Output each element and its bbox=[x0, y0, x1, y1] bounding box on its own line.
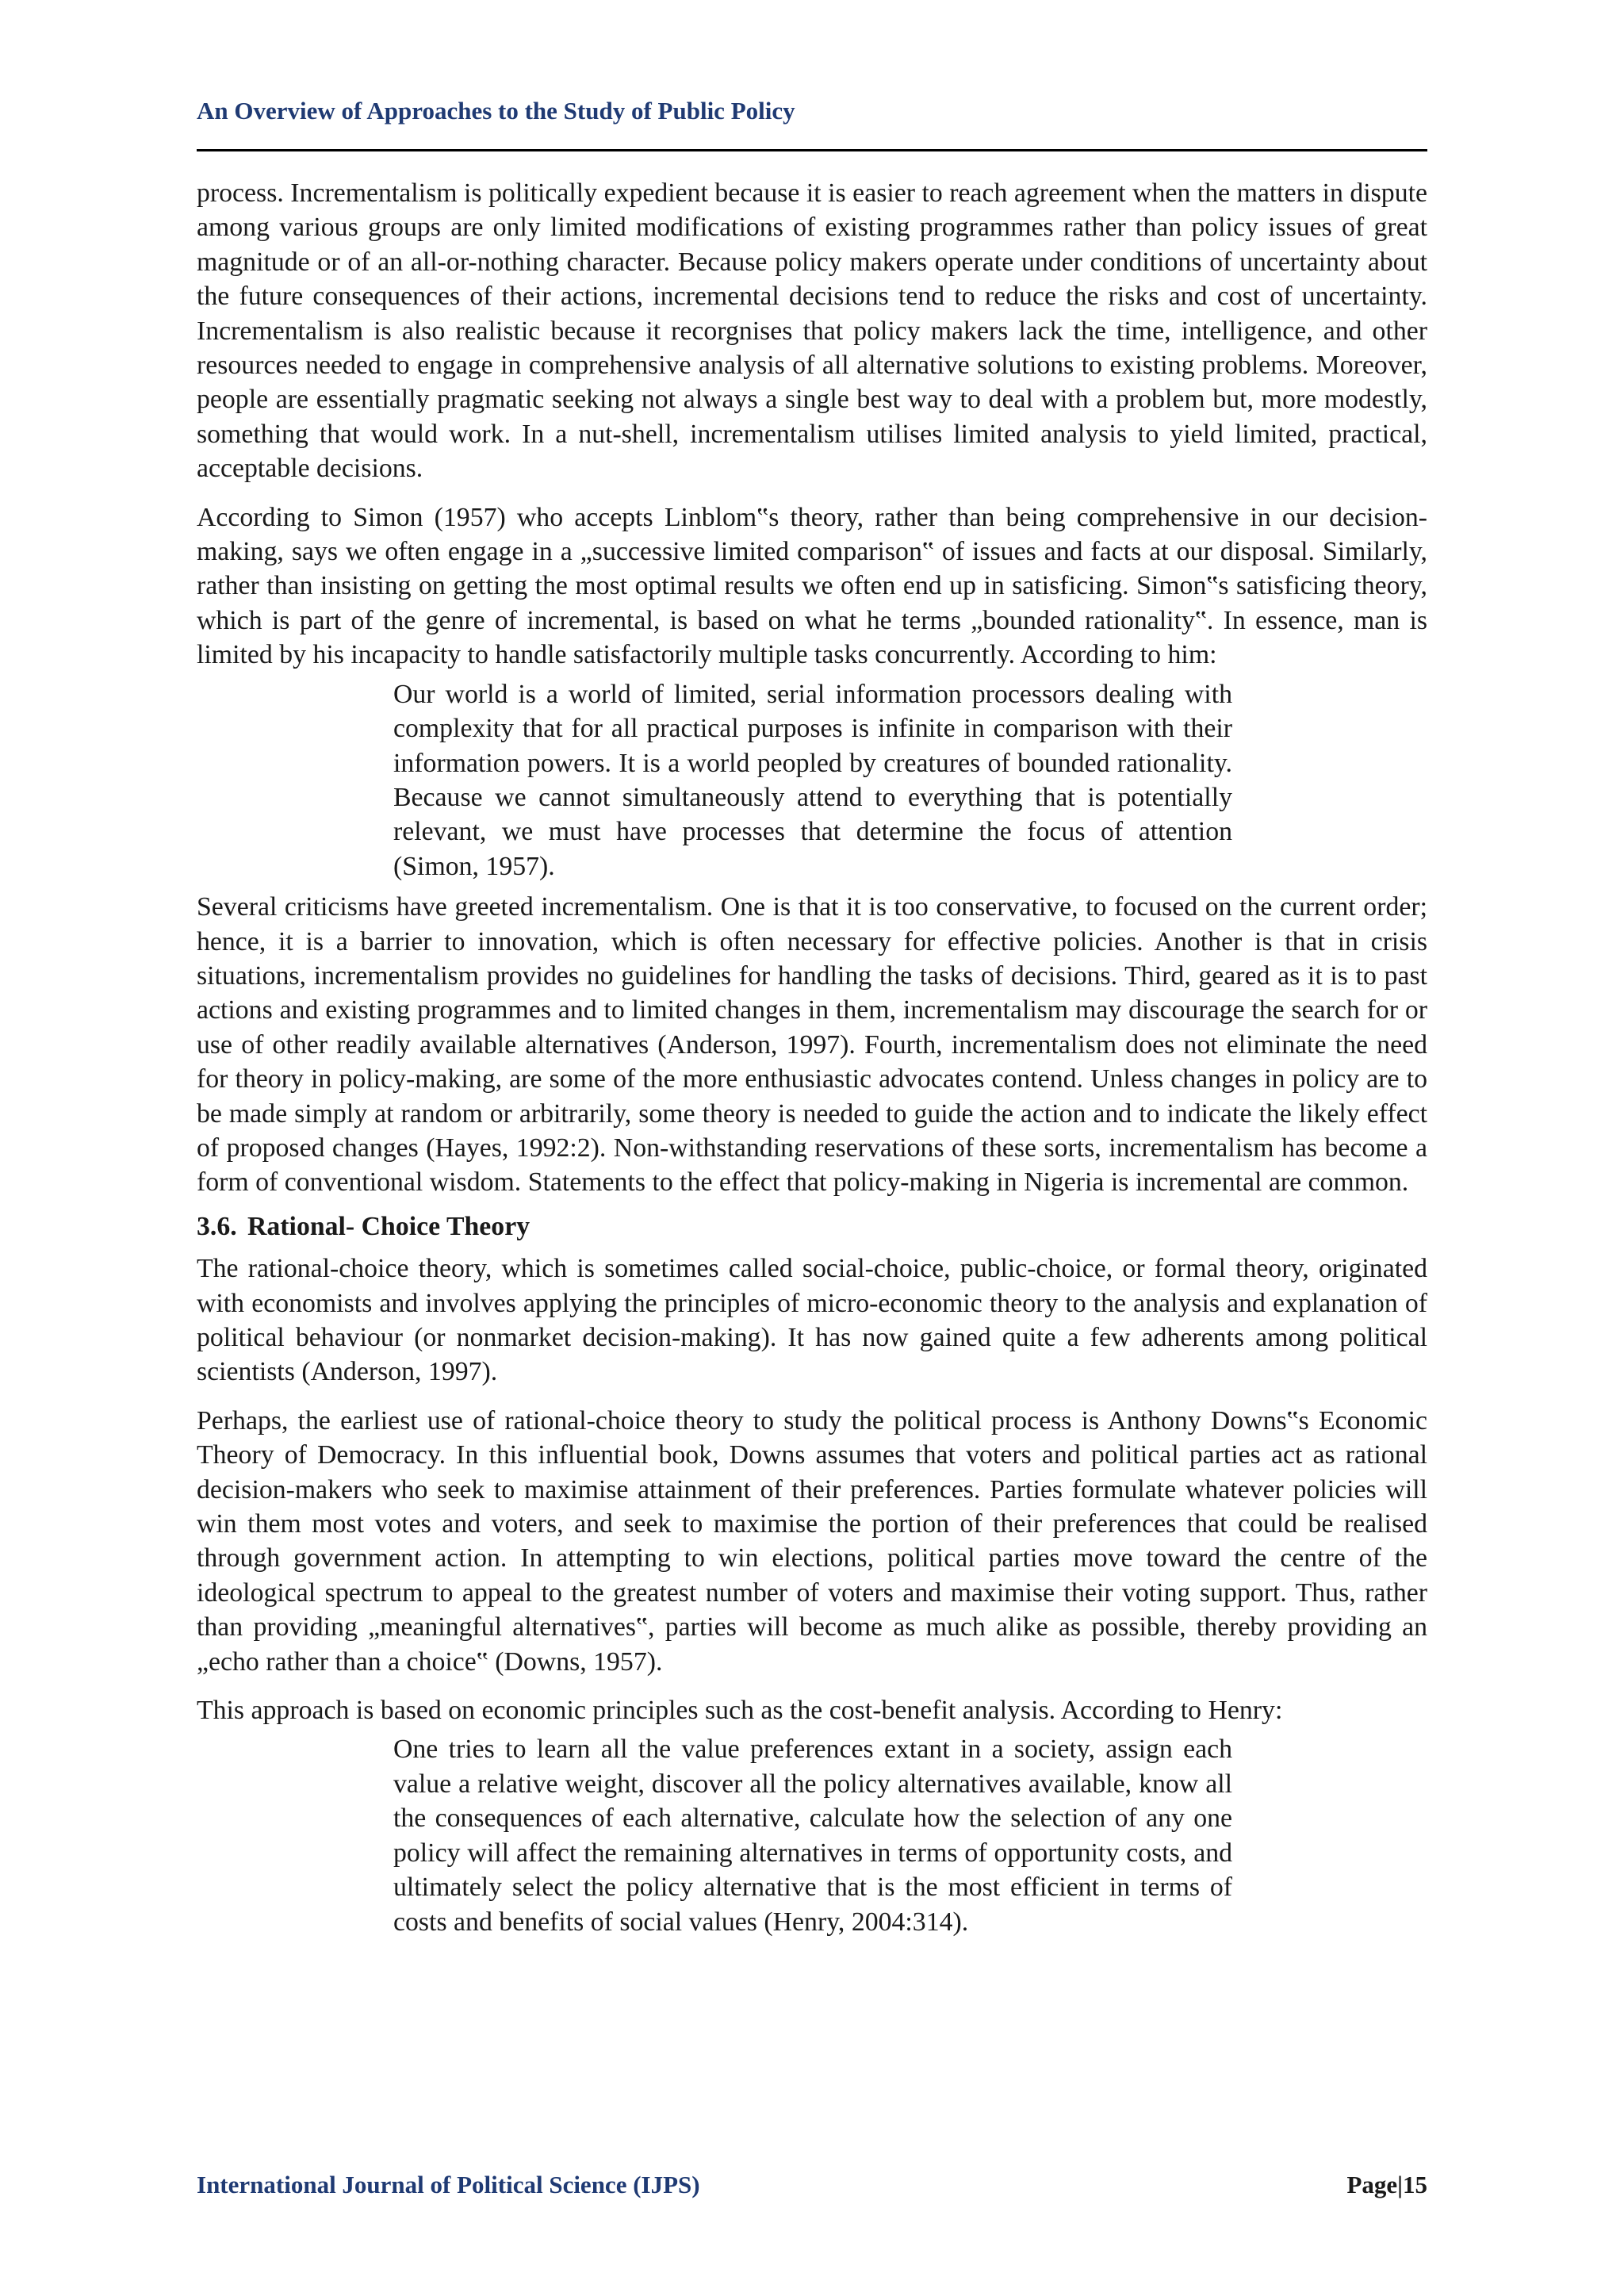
page-footer bbox=[197, 2171, 1427, 2199]
section-title: Rational- Choice Theory bbox=[247, 1211, 530, 1241]
block-quote-simon: Our world is a world of limited, serial information processors dealing with complexity that for all practical purposes is infinite in comparison with their information powers. It is a world peopled by creatures of bounded rationality. Because we cannot simultaneously attend to everything that is potentially relevant, we must have processes that determine the focus of attention (Simon, 1957). bbox=[393, 679, 1232, 881]
paragraph-3: Several criticisms have greeted incrementalism. One is that it is too conservative, to focused on the current order; hence, it is a barrier to innovation, which is often necessary for effective policies. Another is that in crisis situations, incrementalism provides no guidelines for handling the tasks of decisions. Third, geared as it is to past actions and existing programmes and to limited changes in them, incrementalism may discourage the search for or use of other readily available alternatives (Anderson, 1997). Fourth, incrementalism does not eliminate the need for theory in policy-making, are some of the more enthusiastic advocates contend. Unless changes in policy are to be made simply at random or arbitrarily, some theory is needed to guide the action and to indicate the likely effect of proposed changes (Hayes, 1992:2). Non-withstanding reservations of these sorts, incrementalism has become a form of conventional wisdom. Statements to the effect that policy-making in Nigeria is incremental are common. bbox=[197, 892, 1427, 1198]
block-quote-henry: One tries to learn all the value preferences extant in a society, assign each value a relative weight, discover all the policy alternatives available, know all the consequences of each alternative, calculate how the selection of any one policy will affect the remaining alternatives in terms of opportunity costs, and ultimately select the policy alternative that is the most efficient in terms of costs and benefits of social values (Henry, 2004:314). bbox=[393, 1734, 1232, 1937]
section-number: 3.6. bbox=[197, 1211, 237, 1241]
journal-name: International Journal of Political Science (IJPS) bbox=[197, 2171, 700, 2198]
paragraph-4: The rational-choice theory, which is sometimes called social-choice, public-choice, or formal theory, originated with economists and involves applying the principles of micro-economic theory to the analysis and explanation of political behaviour (or nonmarket decision-making). It has now gained quite a few adherents among political scientists (Anderson, 1997). bbox=[197, 1254, 1427, 1387]
section-heading bbox=[197, 1209, 1427, 1244]
running-title: An Overview of Approaches to the Study of Public Policy bbox=[197, 97, 795, 125]
paragraph-5: Perhaps, the earliest use of rational-choice theory to study the political process is Anthony Downs‟s Economic Theory of Democracy. In this influential book, Downs assumes that voters and political parties act as rational decision-makers who seek to maximise attainment of their preferences. Parties formulate whatever policies will win them most votes and voters, and seek to maximise the portion of their preferences that could be realised through government action. In attempting to win elections, political parties move toward the centre of the ideological spectrum to appeal to the greatest number of voters and maximise their voting support. Thus, rather than providing „meaningful alternatives‟, parties will become as much alike as possible, thereby providing an „echo rather than a choice‟ (Downs, 1957). bbox=[197, 1405, 1427, 1677]
page-number: Page|15 bbox=[1346, 2171, 1427, 2198]
paragraph-6: This approach is based on economic principles such as the cost-benefit analysis. According to Henry: bbox=[197, 1696, 1283, 1726]
paragraph-1: process. Incrementalism is politically expedient because it is easier to reach agreement when the matters in dispute among various groups are only limited modifications of existing programmes rather than policy issues of great magnitude or of an all-or-nothing character. Because policy makers operate under conditions of uncertainty about the future consequences of their actions, incremental decisions tend to reduce the risks and cost of uncertainty. Incrementalism is also realistic because it recorgnises that policy makers lack the time, intelligence, and other resources needed to engage in comprehensive analysis of all alternative solutions to existing problems. Moreover, people are essentially pragmatic seeking not always a single best way to deal with a problem but, more modestly, something that would work. In a nut-shell, incrementalism utilises limited analysis to yield limited, practical, acceptable decisions. bbox=[197, 178, 1427, 484]
body-text bbox=[197, 176, 1427, 1945]
header-rule bbox=[197, 149, 1427, 151]
paragraph-2: According to Simon (1957) who accepts Linblom‟s theory, rather than being comprehensive in our decision-making, says we often engage in a „successive limited comparison‟ of issues and facts at our disposal. Similarly, rather than insisting on getting the most optimal results we often end up in satisficing. Simon‟s satisficing theory, which is part of the genre of incremental, is based on what he terms „bounded rationality‟. In essence, man is limited by his incapacity to handle satisfactorily multiple tasks concurrently. According to him: bbox=[197, 502, 1427, 670]
